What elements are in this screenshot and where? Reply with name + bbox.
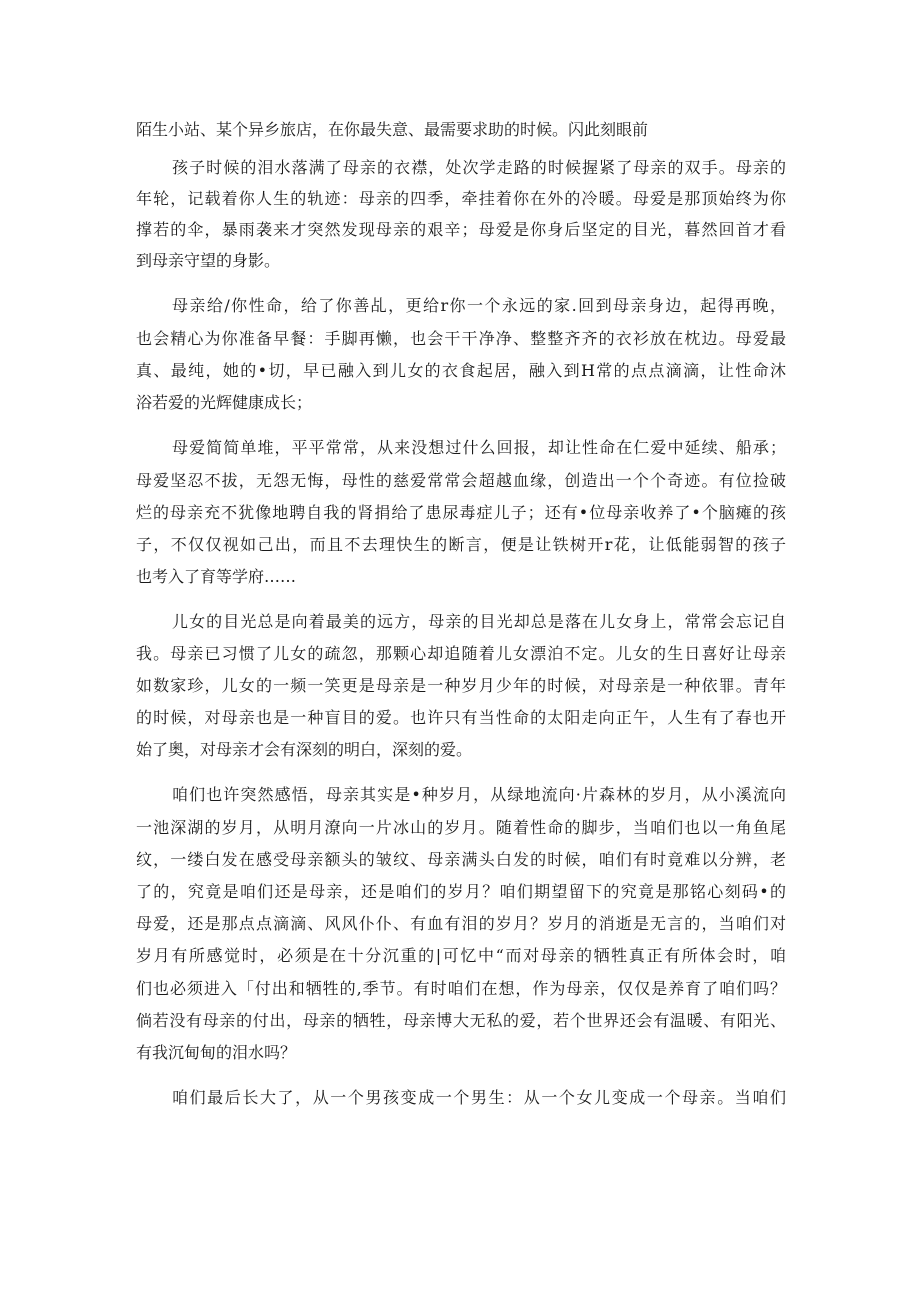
text-line: 母爱坚忍不拔，无怨无悔，母性的慈爱常常会超越血缘，创造出一个个奇迹。有位捡破 [136,471,786,490]
text-line: 了的，究竟是咱们还是母亲，还是咱们的岁月？咱们期望留下的究竟是那铭心刻码•的 [136,882,786,901]
text-line: 也考入了育等学府…… [136,567,297,586]
text-line: 到母亲守望的身影。 [136,251,281,270]
text-line: 一池深湖的岁月，从明月潦向一片冰山的岁月。随着性命的脚步，当咱们也以一角鱼尾 [136,818,786,837]
text-line: 们也必须进入「付出和牺牲的,季节。有时咱们在想，作为母亲，仅仅是养育了咱们吗？ [136,979,786,998]
text-line: 始了奥，对母亲才会有深刻的明白，深刻的爱。 [136,740,473,759]
text-line: 岁月有所感觉时，必须是在十分沉重的|可忆中“而对母亲的牺牲真正有所体会时，咱 [136,946,786,965]
text-line: 烂的母亲充不犹像地聘自我的肾捐给了患尿毒症儿子；还有•位母亲收养了•个脑瘫的孩 [136,503,786,522]
text-line: 也会精心为你准备早餐：手脚再懒，也会干干净净、整整齐齐的衣衫放在枕边。母爱最 [136,329,786,348]
text-line: 倘若没有母亲的付出，母亲的牺牲，母亲博大无私的爱，若个世界还会有温暖、有阳光、 [136,1011,786,1030]
text-line: 年轮，记载着你人生的轨迹：母亲的四季，牵挂着你在外的冷暖。母爱是那顶始终为你 [136,189,786,208]
text-line: 咱们也许突然感悟，母亲其实是•种岁月，从绿地流向·片森林的岁月，从小溪流向 [172,785,786,804]
text-line: 我。母亲已习惯了儿女的疏忽，那颗心却追随着儿女漂泊不定。儿女的生日喜好让母亲 [136,644,786,663]
text-line: 真、最纯，她的•切，早已融入到儿女的衣食起居，融入到H常的点点滴滴，让性命沐 [136,361,786,380]
text-line: 孩子时候的泪水落满了母亲的衣襟，处次学走路的时候握紧了母亲的双手。母亲的 [172,158,786,177]
text-line: 纹，一缕白发在感受母亲额头的皱纹、母亲满头白发的时候，咱们有时竟难以分辨，老 [136,850,786,869]
text-line: 子，不仅仅视如己出，而且不去理快生的断言，便是让铁树开r花，让低能弱智的孩子 [136,535,786,554]
text-line: 撑若的伞，暴雨袭来才突然发现母亲的艰辛；母爱是你身后坚定的目光，暮然回首才看 [136,220,786,239]
text-line: 母亲给/你性命，给了你善乩，更给r你一个永远的家.回到母亲身边，起得再晚， [172,296,786,315]
text-line: 的时候，对母亲也是一种盲目的爱。也许只有当性命的太阳走向正午，人生有了春也开 [136,708,786,727]
text-line: 有我沉甸甸的泪水吗？ [136,1043,297,1062]
text-line: 母爱，还是那点点滴滴、风风仆仆、有血有泪的岁月？岁月的消逝是无言的，当咱们对 [136,914,786,933]
text-line: 如数家珍，儿女的一频一笑更是母亲是一种岁月少年的时候，对母亲是一种依罪。青年 [136,676,786,695]
text-line: 陌生小站、某个异乡旅店，在你最失意、最需要求助的时候。闪此刻眼前 [136,120,649,139]
text-line: 浴若爱的光辉健康成长； [136,393,313,412]
text-line: 母爱简简单堆，平平常常，从来没想过什么回报，却让性命在仁爱中延续、船承； [172,438,786,457]
text-line: 咱们最后长大了，从一个男孩变成一个男生：从一个女儿变成一个母亲。当咱们 [172,1088,786,1107]
text-line: 儿女的目光总是向着最美的远方，母亲的目光却总是落在儿女身上，常常会忘记自 [172,612,786,631]
